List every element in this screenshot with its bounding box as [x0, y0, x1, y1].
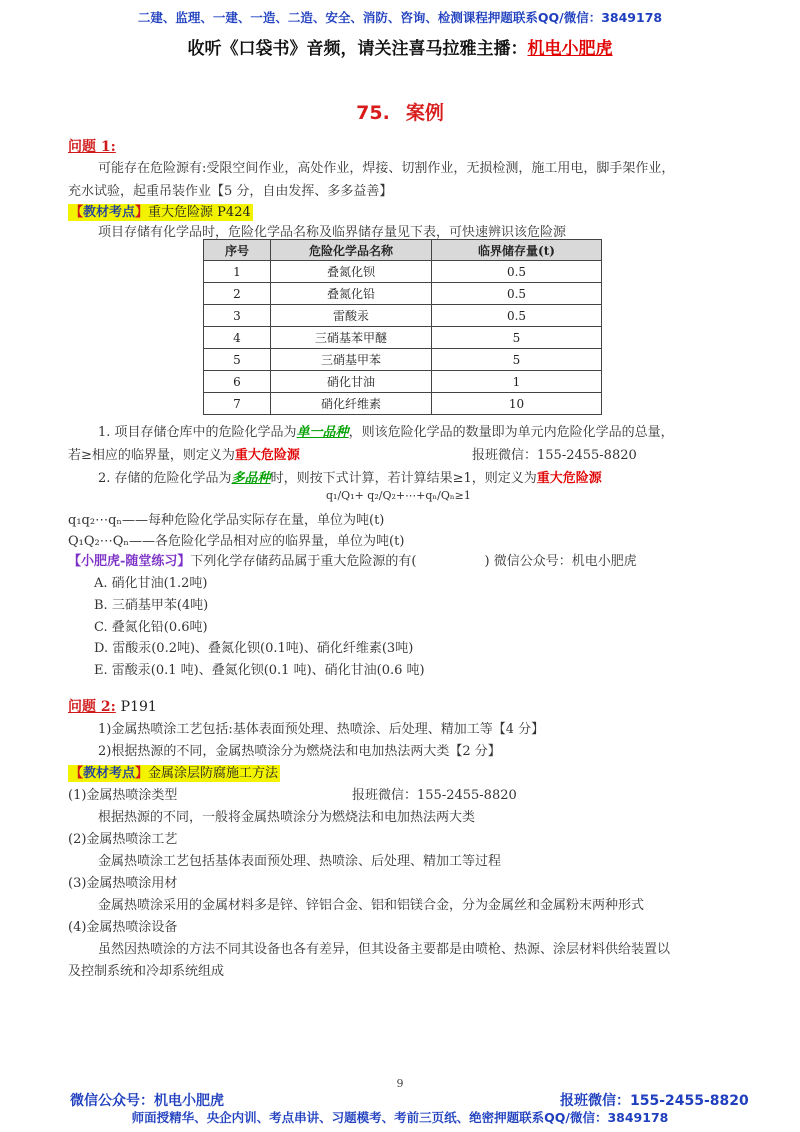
col-header-no: 序号 [204, 240, 271, 261]
practice-label: 【小肥虎-随堂练习】 [68, 554, 191, 569]
contact-wechat-2: 报班微信：155-2455-8820 [352, 788, 517, 803]
top-banner: 二建、监理、一建、一造、二造、安全、消防、咨询、检测课程押题联系QQ/微信：3849178 [137, 10, 663, 25]
q1-answer-line2: 充水试验，起重吊装作业【5 分，自由发挥、多多益善】 [68, 184, 393, 199]
q2-section-2-text: 金属热喷涂工艺包括基体表面预处理、热喷涂、后处理、精加工等过程 [98, 854, 502, 869]
q1-table-intro: 项目存储有化学品时，危险化学品名称及临界储存量见下表，可快速辨识该危险源 [98, 225, 567, 240]
footer-banner: 师面授精华、央企内训、考点串讲、习题模考、考前三页纸、绝密押题联系QQ/微信：3849178 [131, 1110, 669, 1125]
definition-q: q₁q₂⋯qₙ——每种危险化学品实际存在量，单位为吨(t) [68, 513, 385, 528]
q1-textbook-point: 【教材考点】重大危险源 P424 [70, 205, 251, 220]
audio-notice-text: 收听《口袋书》音频，请关注喜马拉雅主播： [187, 39, 528, 59]
q2-answer-1: 1)金属热喷涂工艺包括:基体表面预处理、热喷涂、后处理、精加工等【4 分】 [98, 722, 545, 737]
table-row: 2 叠氮化铅 0.5 [204, 283, 602, 305]
q2-section-4-text-1: 虽然因热喷涂的方法不同其设备也各有差异，但其设备主要都是由喷枪、热源、涂层材料供给装置以 [98, 942, 671, 957]
table-row: 6 硝化甘油 1 [204, 371, 602, 393]
option-c: C. 叠氮化铅(0.6吨) [94, 620, 208, 635]
page-number: 9 [396, 1077, 404, 1090]
q2-textbook-point: 【教材考点】金属涂层防腐施工方法 [70, 766, 279, 781]
section-title: 案例 [405, 102, 444, 124]
anchor-name: 机电小肥虎 [527, 39, 613, 59]
rule-2: 2. 存储的危险化学品为多品种时，则按下式计算，若计算结果≥1，则定义为重大危险源 [98, 471, 602, 486]
option-a: A. 硝化甘油(1.2吨) [94, 576, 208, 591]
practice-question: 【小肥虎-随堂练习】下列化学存储药品属于重大危险源的有( ) 微信公众号：机电小肥虎 [68, 554, 637, 569]
table-row: 7 硝化纤维素 10 [204, 393, 602, 415]
q2-section-2-title: (2)金属热喷涂工艺 [68, 832, 178, 847]
major-hazard-term: 重大危险源 [234, 448, 300, 463]
hazardous-chemicals-table [203, 239, 602, 415]
option-e: E. 雷酸汞(0.1 吨)、叠氮化钡(0.1 吨)、硝化甘油(0.6 吨) [94, 663, 425, 678]
multi-type-emphasis: 多品种 [231, 471, 271, 486]
option-d: D. 雷酸汞(0.2吨)、叠氮化钡(0.1吨)、硝化纤维素(3吨) [94, 641, 414, 656]
table-row: 4 三硝基苯甲醚 5 [204, 327, 602, 349]
q2-section-3-title: (3)金属热喷涂用材 [68, 876, 178, 891]
table-row: 3 雷酸汞 0.5 [204, 305, 602, 327]
formula: q₁/Q₁+ q₂/Q₂+⋯+qₙ/Qₙ≥1 [326, 489, 471, 502]
q2-section-1-title: (1)金属热喷涂类型 [68, 788, 178, 803]
section-number: 75. [356, 102, 390, 124]
audio-notice [0, 34, 800, 59]
option-b: B. 三硝基甲苯(4吨) [94, 598, 209, 613]
q2-page-ref: P191 [120, 699, 157, 715]
q2-section-4-text-2: 及控制系统和冷却系统组成 [68, 964, 225, 979]
rule-1-line1: 1. 项目存储仓库中的危险化学品为单一品种，则该危险化学品的数量即为单元内危险化学品的总量， [98, 425, 674, 440]
q2-answer-2: 2)根据热源的不同，金属热喷涂分为燃烧法和电加热法两大类【2 分】 [98, 744, 501, 759]
q2-section-1-text: 根据热源的不同，一般将金属热喷涂分为燃烧法和电加热法两大类 [98, 810, 476, 825]
footer-contact: 报班微信：155-2455-8820 [560, 1093, 749, 1109]
rule-1-line2: 若≥相应的临界量，则定义为重大危险源 [68, 448, 300, 463]
question-1-title: 问题 1: [68, 139, 116, 155]
table-row: 5 三硝基甲苯 5 [204, 349, 602, 371]
footer-wechat-account: 微信公众号：机电小肥虎 [70, 1093, 224, 1109]
col-header-threshold: 临界储存量(t) [432, 240, 602, 261]
q2-section-3-text: 金属热喷涂采用的金属材料多是锌、锌铝合金、铝和铝镁合金，分为金属丝和金属粉末两种形式 [98, 898, 645, 913]
col-header-name: 危险化学品名称 [271, 240, 432, 261]
major-hazard-term-2: 重大危险源 [536, 471, 602, 486]
section-heading [0, 98, 800, 125]
table-header-row [204, 240, 602, 261]
contact-wechat-1: 报班微信：155-2455-8820 [472, 448, 637, 463]
question-2-title: 问题 2: P191 [68, 699, 157, 715]
definition-Q: Q₁Q₂⋯Qₙ——各危险化学品相对应的临界量，单位为吨(t) [68, 534, 405, 549]
single-type-emphasis: 单一品种 [296, 425, 349, 440]
q2-section-4-title: (4)金属热喷涂设备 [68, 920, 178, 935]
q1-answer-line1: 可能存在危险源有:受限空间作业，高处作业，焊接、切割作业，无损检测，施工用电，脚手架作业， [98, 161, 675, 176]
table-row: 1 叠氮化钡 0.5 [204, 261, 602, 283]
